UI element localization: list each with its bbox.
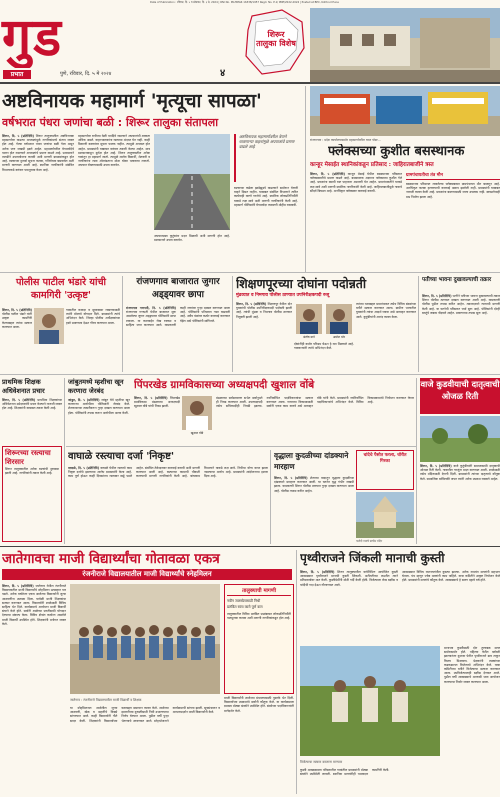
lead-body-col4: अपघातग्रस्त कुटुंबांना मदत मिळावी अशी मागणी होत आहे. प्रशासनाने उपाय करावेत. — [154, 234, 230, 243]
waghale-body: वाघाळे, दि. ५ (प्रतिनिधि) वाघाळे येथील रस्त्याचे काम निकृष्ट दर्जाचे झाल्याचा आरोप ग्रामस्थांनी केला आहे. काम पूर्ण होऊन काही दिवसांतच रस्त्यावर खड्डे पडले आहेत. संबंधित ठेकेदारावर कारवाई करावी अशी मागणी करण्यात आली आहे. रस्त्याच्या कामाची चौकशी करण्याची मागणी नागरिकांनी केली आहे. बांधकाम विभागाने याकडे लक्ष द्यावे. निधीचा योग्य वापर झाला नसल्याचा आरोप आहे. ग्रामस्थांनी आंदोलनाचा इशारा दिला आहे. — [68, 466, 268, 479]
lead-photo-road — [154, 134, 230, 230]
education-body-3: त्यांच्या यशाबद्दल ग्रामपंचायत तसेच विविध संस्थांच्या वतीने सत्कार करण्यात आला. ग्रामीण भागातील युवकांनी त्यांचा आदर्श घ्यावा असे आवाहन करण्यात आले. कुटुंबीयांनी आनंद व्यक्त केला. — [356, 302, 416, 319]
wife-body: शिरूर, दि. ५ (प्रतिनिधि) पत्नीने पतीच्या भावना दुखावल्याची तक्रार शिरूर पोलीस ठाण्यात दाखल करण्यात आली आहे. याप्रकरणी पोलीस पुढील तपास करीत आहेत. तक्रारदाराने न्यायाची मागणी केली आहे. या घटनेची परिसरात चर्चा सुरू आहे. पोलिसांनी दोन्ही बाजूंचे जबाब नोंदवले आहेत. प्रकरणाचा तपास सुरू आहे. — [422, 294, 500, 315]
wife-headline: पतीच्या भावना दुखावल्याची तक्रार — [422, 277, 492, 283]
education-photo-1-caption: संतोष माने — [303, 335, 315, 339]
publisher-logo: प्रभात — [3, 70, 31, 79]
education-body: शिरूर, दि. ५ (प्रतिनिधि) शिक्षणपूर येथील दोन युवकांची पोलीस उपनिरीक्षकपदी पदोन्नती झाली आहे. त्यांची मुंढवा व निमगाव पोलीस ठाण्यात नियुक्ती झाली आहे. — [236, 302, 292, 319]
reunion-body-1: शिरूर, दि. ५ (प्रतिनिधि) जातेगाव येथील रंजनीराजे विद्यालयातील माजी विद्यार्थ्यांचे स्नेहमिलन उत्साहात पार पडले. अनेक वर्षांनंतर एकत्र आलेल्या विद्यार्थ्यांनी जुन्या आठवणींना उजाळा दिला. यावेळी माजी शिक्षकांचा सत्कार करण्यात आला. विद्यार्थ्यांनी शाळेसाठी विविध साहित्य भेट दिले. कार्यक्रमाचे आयोजन माजी विद्यार्थी संघाने केले होते. सर्वांनी शाळेच्या प्रगतीसाठी योगदान देण्याचा संकल्प केला. विविध क्षेत्रांत कार्यरत असलेले माजी विद्यार्थी उपस्थित होते. शिक्षकांनी मनोगत व्यक्त केले. — [2, 584, 66, 626]
police-body: शिरूर, दि. ५ (प्रतिनिधि) पोलीस पाटील भंडारे यांनी उत्कृष्ट कामगिरी केल्याबद्दल त्यांचा सत्कार करण्यात आला. — [2, 308, 32, 329]
lead-body-col2: महामार्गावर रात्रीच्या वेळी पथदिवे नसल्याने अपघातांची शक्यता अधिक असते. वाहनचालकांना रस्त्याचा अंदाज येत नाही. काही ठिकाणी वळणांवर सूचना फलक नाहीत. त्यामुळे अपघात होत आहेत. ग्रामस्थांनी याबाबत वारंवार तक्रारी केल्या आहेत. मात्र प्रशासनाकडून दुर्लक्ष होत आहे. शिरूर तालुक्यातील अनेक गावांतून हा महामार्ग जातो. त्यामुळे शालेय विद्यार्थी, शेतकरी व नागरिकांना रस्ता ओलांडताना मोठा धोका पत्करावा लागतो. अपघात रोखण्यासाठी उपाय करावेत. — [78, 134, 150, 168]
flex-body: शिरूर, दि. ५ (प्रतिनिधि) कान्हूर मेसाई येथील बसस्थानक परिसरात फ्लेक्सबाजीचे प्रमाण वाढले आहे. बसस्थानक अक्षरशः फ्लेक्सच्या कुशीत गेले आहे. प्रवाशांना बसची वाट पाहताना अडचणी येत आहेत. ग्रामपंचायतीने याकडे लक्ष द्यावे अशी मागणी स्थानिक नागरिकांनी केली आहे. जाहिरातबाजीमुळे गावाचे सौंदर्य बिघडत आहे. अनधिकृत फ्लेक्सवर कारवाई करावी. — [310, 172, 402, 193]
news-brief-box: तालुक्याची मागणी नवीन जलस्रोतासाठी निधी प्रलंबित रस्ता कामे पूर्ण करा तालुक्यातील विविध प्रलंबित प्रश्नांबाबत लोकप्रतिनिधींनी पाठपुरावा करावा अशी मागणी नागरिकांकडून होत आहे. — [224, 584, 294, 694]
reunion-photo — [70, 584, 220, 694]
flex-headline: फ्लेक्सच्या कुशीत बसस्थानक — [328, 144, 465, 159]
wrestling-headline: पृथ्वीराजने जिंकली मानाची कुस्ती — [300, 551, 445, 565]
edition-map: शिरूर तालुका विशेष — [242, 8, 308, 78]
wrestling-body-3: मानाच्या कुस्तीसाठी दोन तुल्यबळ मल्ल समोरासमोर होते. पहिल्या फेरीत बरोबरी झाल्यानंतर दुसऱ्या फेरीत पृथ्वीराजने डाव टाकून विजय मिळवला. प्रेक्षकांनी टाळ्यांच्या कडकडाटात विजेत्याचे अभिनंदन केले. यात्रा कमिटीच्या वतीने विजेत्याचा सत्कार करण्यात आला. उपविजेत्यालाही बक्षीस देण्यात आले. पुढील वर्षी आखाड्याचे आणखी भव्य आयोजन करण्याचा निर्धार व्यक्त करण्यात आला. — [444, 646, 500, 684]
buffalo-headline: जांबुतमध्ये म्हशीचा खून करणारा जेरबंद — [68, 378, 124, 395]
buffalo-body: जांबुत, दि. ५ (प्रतिनिधि) जांबुत येथे म्हशीचा खून करणाऱ्या आरोपीला पोलिसांनी जेरबंद केले. शेतकऱ्याच्या तक्रारीवरून गुन्हा दाखल करण्यात आला होता. पोलिसांनी तपास करून आरोपीला अटक केली. — [68, 398, 130, 415]
wrestling-caption: विजेत्याचा सत्कार करताना मान्यवर — [300, 760, 343, 764]
kudavi-photo — [420, 416, 500, 462]
dateline: पुणे, रविवार, दि. ५ मे २०२४ — [60, 71, 112, 77]
lead-quote: अष्टविनायक महामार्गावरील वेगाने धावणाऱ्या वाहनांमुळे अपघातांचे प्रमाण वाढले आहे — [234, 134, 298, 182]
education-subhead: मुंढव्यात व निमगाव पोलीस ठाण्यात उपनिरीक्षकपदी रुजू — [236, 293, 330, 298]
news-brief-line: प्रलंबित रस्ता कामे पूर्ण करा — [227, 605, 263, 609]
wrestling-body-2: आखाड्यात विविध वजनगटांतील कुस्त्या झाल्या. अनेक नामवंत मल्लांनी सहभाग घेतला. पंच म्हणून ज्येष्ठ मल्लांनी काम पाहिले. यात्रा कमिटीने उत्कृष्ट नियोजन केले होते. ग्रामस्थांनी मल्लांचे कौतुक केले. आखाड्याचे हे सलग दहावे वर्ष होते. — [402, 570, 500, 583]
temple-box: चांदेचे पैसोत फरला, चोरीत गिरका — [356, 450, 414, 490]
education-headline: शिक्षणपूरच्या दोघांना पदोन्नती — [236, 276, 367, 291]
topline: Date of Publication : रविवार, दि. ५ व सोमवार, दि. ६ मे, 2024 | RNI No. MAHMAR 16338/1957 Regd. No. P-1/ PNE/2022-2024 | Posted at BPC, Kothrud Pune — [150, 1, 339, 4]
page-number: ४ — [220, 68, 226, 79]
reunion-subhead: रंजनीराजे विद्यालयातील माजी विद्यार्थ्यांचे स्नेहमिलन — [2, 569, 292, 580]
elderly-headline: वृद्धाला कुदळीच्या दांडक्याने मारहाण — [274, 451, 349, 471]
primary-body: शिरूर, दि. ५ (प्रतिनिधि) प्राथमिक शिक्षकांच्या अधिवेशनात उमेदवारांनी प्रचार केल्याने नाराजी व्यक्त होत आहे. शिक्षकांनी याबाबत तक्रार केली आहे. — [2, 398, 62, 411]
wrestling-photo — [300, 646, 440, 756]
police-headline: पोलीस पाटील भंडारे यांची कामगिरी 'उत्कृष्ट' — [15, 277, 107, 301]
lead-headline: अष्टविनायक महामार्ग 'मृत्यूचा सापळा' — [2, 90, 262, 112]
flex-photo — [310, 86, 500, 136]
news-brief-line: नवीन जलस्रोतासाठी निधी — [227, 599, 261, 603]
masthead-photo-building — [310, 8, 500, 84]
primary-headline: प्राथमिक शिक्षक अधिवेशनात प्रचार — [2, 378, 45, 395]
flex-caption: रांजणगाव : प्रदेश कार्यालयासमोर महामार्गावरील ध्वज पोस्ट... — [310, 138, 381, 142]
education-body-2: दोघांनीही कठोर परिश्रम घेऊन हे यश मिळवले आहे. गावकऱ्यांनी त्यांचे अभिनंदन केले. — [294, 342, 354, 351]
police-photo — [34, 308, 64, 344]
flex-sidebar: ग्रामपंचायतीचा तंत्र मौन बसस्थानक परिसरात लावलेल्या फ्लेक्सबाबत ग्रामपंचायत मौन बाळगून आहे. अनधिकृत फलक हटवण्याची कारवाई अद्याप झालेली नाही. ग्रामस्थांनी याबाबत नाराजी व्यक्त केली आहे. प्रवाशांना बसण्यासाठी जागा उपलब्ध नाही. स्वच्छतेचाही प्रश्न निर्माण झाला आहे. — [406, 173, 500, 199]
temple-photo — [356, 492, 414, 538]
temple-caption: पारोदी गावचे प्राचीन मंदिर — [356, 539, 383, 543]
ranjangaon-body: रांजणगाव गणपती, दि. ५ (प्रतिनिधि) रांजणगाव गणपती येथील बाजारात सुरू असलेल्या जुगार अड्ड्यावर पोलिसांनी छापा टाकला. या कारवाईत रोख रक्कम व साहित्य जप्त करण्यात आले. याप्रकरणी काही जणांवर गुन्हा दाखल करण्यात आला आहे. पोलिसांनी परिसरात गस्त वाढवली आहे. अवैध धंद्यांवर कठोर कारवाई करण्यात येईल असे पोलिसांनी सांगितले. — [126, 306, 230, 327]
police-body-2: गावातील कायदा व सुव्यवस्था राखण्यासाठी त्यांनी मोलाचे योगदान दिले. ग्रामस्थांनी त्यांचे अभिनंदन केले. जिल्हा पोलीस अधीक्षकांच्या हस्ते प्रमाणपत्र देऊन गौरव करण्यात आला. — [66, 308, 120, 325]
gram-body-2: मंडळाच्या सर्वसाधारण सभेत सर्वानुमते ही निवड करण्यात आली. उपाध्यक्षपदी तसेच सचिवपदीही निवडी झाल्या. नवनिर्वाचित पदाधिकाऱ्यांचा सत्कार करण्यात आला. गावाच्या विकासासाठी सर्वांनी एकत्र काम करावे असे आवाहन वोंबे यांनी केले. ग्रामस्थांनी नवनिर्वाचित पदाधिकाऱ्यांचे अभिनंदन केले. विविध विकासकामांचे नियोजन करण्यात येणार आहे. — [216, 396, 414, 409]
waghale-headline: वाघाळे रस्त्याचा दर्जा 'निकृष्ट' — [68, 451, 175, 462]
lead-subhead: वर्षभरात पंधरा जणांचा बळी : शिरूर तालुका संतापला — [2, 116, 219, 129]
kudavi-body: शिरूर, दि. ५ (प्रतिनिधि) वाजे कुटुंबीयांनी समाजासाठी दातृत्वाची ओजळ रिती केली. गावातील गरजूंना मदत करण्यात आली. शाळेसाठी तसेच मंदिरासाठी देणगी दिली. ग्रामस्थांनी त्यांच्या दातृत्वाचे कौतुक केले. सामाजिक बांधिलकी जपत त्यांनी अनेक उपक्रम राबवले आहेत. — [420, 464, 500, 481]
side-box: शिरूरच्या रस्त्याचा शिरसार शिरूर तालुक्यातील अनेक रस्त्यांची दुरवस्था झाली आहे. नागरिकांनी तक्रार केली आहे. — [2, 446, 62, 542]
elderly-body: शिरूर, दि. ५ (प्रतिनिधि) शेताच्या वादातून वृद्धाला कुदळीच्या दांडक्याने मारहाण करण्यात आली. या घटनेत वृद्ध गंभीर जखमी झाला. याप्रकरणी शिरूर पोलीस ठाण्यात गुन्हा दाखल करण्यात आला आहे. पोलीस तपास करीत आहेत. — [274, 476, 354, 493]
masthead-logo: गुड — [2, 8, 64, 68]
gram-photo-caption: खुशाल वोंबे — [190, 431, 204, 435]
gram-headline: पिंपरखेड ग्रामविकासच्या अध्यक्षपदी खुशाल वोंबे — [134, 379, 315, 391]
wrestling-body-4: कुस्ती आखाड्याला परिसरातील गावांतील ग्रामस्थांनी मोठ्या संख्येने उपस्थिती लावली. स्थानिक मल्लांनीही चमकदार कामगिरी केली. — [300, 768, 390, 777]
flex-subhead: कान्हूर मेसाईत स्थानिकांकडून प्रतिसाद : जाहिरातबाजीने त्रस्त — [310, 162, 434, 168]
education-photo-1 — [296, 304, 322, 334]
education-photo-2-caption: अमोल भोर — [333, 335, 345, 339]
kudavi-headline: वाजे कुडवीयाची दातृत्वाची ओजळ रिती — [420, 378, 500, 414]
gram-photo — [182, 396, 212, 430]
wrestling-body-1: शिरूर, दि. ५ (प्रतिनिधि) शिरूर तालुक्यातील यात्रेनिमित्त आयोजित कुस्ती आखाड्यात पृथ्वीराजने मानाची कुस्ती जिंकली. अटीतटीच्या लढतीत त्याने प्रतिस्पर्ध्यावर मात केली. कुस्तीप्रेमींनी मोठी गर्दी केली होती. विजेत्याला रोख बक्षीस व चांदीची गदा देऊन गौरवण्यात आले. — [300, 570, 398, 587]
gram-body: शिरूर, दि. ५ (प्रतिनिधि) पिंपरखेड ग्रामविकास मंडळाच्या अध्यक्षपदी खुशाल वोंबे यांची निवड झाली. — [134, 396, 180, 409]
reunion-body-2: या स्नेहमिलनात शाळेतील जुन्या आठवणी, खेळ व सहलींचे किस्से सांगण्यात आले. काही विद्यार्थ्यांनी गीते सादर केली. शिक्षकांनी विद्यार्थ्यांच्या यशाबद्दल समाधान व्यक्त केले. शाळेच्या इमारतीच्या दुरुस्तीसाठी निधी उभारण्याचा निर्णय घेण्यात आला. पुढील वर्षी पुन्हा भेटण्याचे ठरवण्यात आले. स्नेहभोजनाने कार्यक्रमाची सांगता झाली. सूत्रसंचालन व आभारप्रदर्शन माजी विद्यार्थ्यांनी केले. — [70, 706, 220, 723]
reunion-caption: जातेगाव : रंजनीराजे विद्यालयातील माजी विद्यार्थी व शिक्षक — [70, 698, 142, 702]
ranjangaon-headline: रांजणगाव बाजारात जुगार अड्ड्यावर छापा — [136, 277, 220, 300]
education-photo-2 — [326, 304, 352, 334]
lead-body-col1: शिरूर, दि. ५ (प्रतिनिधि) शिरूर तालुक्यातील अष्टविनायक महामार्गावर वाढत्या अपघातांमुळे नागरिकांमध्ये संताप व्यक्त होत आहे. गेल्या वर्षभरात पंधरा जणांचा बळी गेला असून अनेक जण जखमी झाले आहेत. महामार्गावरील वेगमर्यादेचे पालन होत नसल्याने अपघातांचे प्रमाण वाढले आहे. प्रशासनाने तातडीने उपाययोजना करावी अशी मागणी ग्रामस्थांकडून होत आहे. रस्त्याच्या दुतर्फा सूचना फलक, गतिरोधक बसवावेत अशी मागणी करण्यात आली आहे. स्थानिक नागरिकांनी संबंधित विभागाकडे वारंवार पाठपुरावा केला आहे. — [2, 134, 74, 172]
lead-body-col3: रस्त्याच्या कडेला झाडेझुडपे वाढल्याने समोरून येणारी वाहने दिसत नाहीत. याबाबत संबंधित विभागाने त्वरित कार्यवाही करणे गरजेचे आहे. स्थानिक लोकप्रतिनिधींनी याकडे लक्ष द्यावे अशी मागणी नागरिकांनी केली आहे. महामार्ग पोलिसांनी वेगमर्यादा तपासणी मोहीम राबवावी. — [234, 186, 298, 207]
reunion-headline: जातेगावचा माजी विद्यार्थ्यांचा गोतावळा एकत्र — [2, 551, 220, 567]
reunion-body-3: माजी विद्यार्थ्यांनी शाळेच्या ग्रंथालयासाठी पुस्तके भेट दिली. विद्यार्थ्यांच्या उपक्रमांचे सर्वांनी कौतुक केले. या कार्यक्रमाला ग्रामस्थ मोठ्या संख्येने उपस्थित होते. संस्थेच्या पदाधिकाऱ्यांनी मार्गदर्शन केले. — [224, 696, 294, 713]
